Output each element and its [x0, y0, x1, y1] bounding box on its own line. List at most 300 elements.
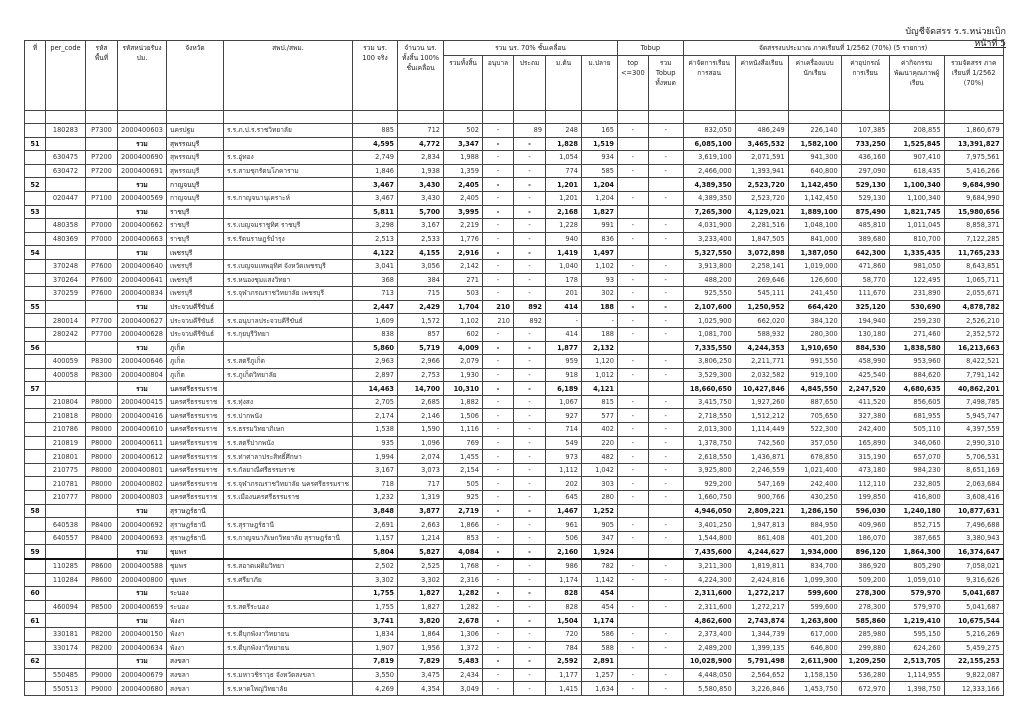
value-cell: - [648, 436, 683, 450]
value-cell: 2,897 [353, 368, 398, 382]
school-row [25, 463, 1004, 477]
value-cell: - [483, 395, 514, 409]
row-number [25, 668, 46, 682]
value-cell: - [483, 151, 514, 165]
value-cell: 1,114,955 [889, 668, 944, 682]
unit-code: 2000400690 [118, 151, 167, 165]
value-cell: 1,054 [546, 151, 582, 165]
value-cell: 4,680,635 [889, 382, 944, 396]
unit-code: 2000400150 [118, 627, 167, 641]
school-name [223, 587, 352, 601]
value-cell [648, 246, 683, 260]
value-cell: - [618, 559, 649, 573]
value-cell: 5,700 [398, 205, 444, 219]
value-cell: 896,120 [841, 545, 889, 559]
school-name: ร.ร.สตรีภูเก็ต [223, 355, 352, 369]
value-cell: 1,827 [582, 205, 618, 219]
value-cell: 1,436,871 [735, 450, 788, 464]
value-cell: 3,848 [353, 504, 398, 518]
value-cell: 856,605 [889, 395, 944, 409]
school-name: ร.ร.ศรียาภัย [223, 573, 352, 587]
value-cell: 536,280 [841, 668, 889, 682]
school-name: ร.ร.สามชุกรัตนโภคาราม [223, 164, 352, 178]
value-cell: - [514, 450, 546, 464]
value-cell: 2,424,816 [735, 573, 788, 587]
unit-code: รวม [118, 205, 167, 219]
province: ประจวบคีรีขันธ์ [166, 327, 223, 341]
value-cell: 303 [582, 477, 618, 491]
value-cell: 16,213,663 [944, 341, 1003, 355]
value-cell: 1,768 [444, 559, 483, 573]
value-cell: 718 [353, 477, 398, 491]
value-cell: 386,920 [841, 559, 889, 573]
unit-code: 2000400662 [118, 219, 167, 233]
school-row [25, 450, 1004, 464]
province-total-row [25, 614, 1004, 628]
value-cell: - [483, 559, 514, 573]
value-cell [618, 137, 649, 151]
value-cell: 7,435,600 [683, 545, 735, 559]
value-cell: 585 [582, 164, 618, 178]
per-code: 180283 [46, 124, 86, 138]
area-code: P8000 [86, 395, 118, 409]
value-cell: 1,634 [582, 682, 618, 696]
value-cell: - [648, 151, 683, 165]
value-cell: - [618, 491, 649, 505]
value-cell: 1,660,750 [683, 491, 735, 505]
row-number [25, 573, 46, 587]
value-cell [618, 246, 649, 260]
value-cell: 4,009 [444, 341, 483, 355]
value-cell: 1,250,952 [735, 300, 788, 314]
value-cell: 918 [546, 368, 582, 382]
per-code: 280014 [46, 314, 86, 328]
value-cell: 3,619,100 [683, 151, 735, 165]
value-cell: - [483, 600, 514, 614]
province: นครปฐม [166, 124, 223, 138]
value-cell: - [618, 668, 649, 682]
value-cell: 579,970 [889, 600, 944, 614]
value-cell: 1,252 [582, 504, 618, 518]
value-cell: 2,809,221 [735, 504, 788, 518]
col-province: จังหวัด [166, 41, 223, 111]
per-code: 400058 [46, 368, 86, 382]
area-code: P8400 [86, 518, 118, 532]
value-cell: 3,167 [398, 219, 444, 233]
value-cell: - [483, 614, 514, 628]
value-cell: 414 [546, 300, 582, 314]
school-name: ร.ร.ดีบุกพังงาวิทยายน [223, 641, 352, 655]
value-cell: 7,819 [353, 655, 398, 669]
school-name [223, 246, 352, 260]
area-code: P8600 [86, 573, 118, 587]
value-cell: 2,142 [444, 259, 483, 273]
value-cell: - [618, 423, 649, 437]
value-cell: - [514, 423, 546, 437]
value-cell [648, 137, 683, 151]
school-row [25, 423, 1004, 437]
value-cell: 454 [582, 587, 618, 601]
group-budget: จัดสรรงบประมาณ ภาคเรียนที่ 1/2562 (70%) (5 รายการ) [683, 41, 1003, 56]
value-cell: - [618, 463, 649, 477]
value-cell: 302 [582, 287, 618, 301]
value-cell: 875,490 [841, 205, 889, 219]
value-cell: 4,845,550 [788, 382, 841, 396]
value-cell: 547,169 [735, 477, 788, 491]
value-cell: 285,980 [841, 627, 889, 641]
value-cell: 5,811 [353, 205, 398, 219]
value-cell: 1,455 [444, 450, 483, 464]
value-cell: - [618, 164, 649, 178]
value-cell: 940 [546, 232, 582, 246]
school-name: ร.ร.ท่าศาลาประสิทธิ์ศึกษา [223, 450, 352, 464]
school-name [223, 614, 352, 628]
value-cell: 231,890 [889, 287, 944, 301]
school-name: ร.ร.กุยบุรีวิทยา [223, 327, 352, 341]
value-cell: 953,960 [889, 355, 944, 369]
value-cell: - [618, 518, 649, 532]
per-code [46, 205, 86, 219]
value-cell: 1,201 [546, 191, 582, 205]
value-cell: 1,704 [444, 300, 483, 314]
value-cell: 8,643,851 [944, 259, 1003, 273]
unit-code: 2000400610 [118, 423, 167, 437]
value-cell [648, 655, 683, 669]
value-cell: 315,190 [841, 450, 889, 464]
school-name: ร.ร.ทุ่งสง [223, 395, 352, 409]
value-cell: - [648, 477, 683, 491]
value-cell: 10,028,900 [683, 655, 735, 669]
value-cell: 6,189 [546, 382, 582, 396]
value-cell: - [514, 504, 546, 518]
area-code [86, 504, 118, 518]
row-number: 53 [25, 205, 46, 219]
value-cell: 5,945,747 [944, 409, 1003, 423]
per-code [46, 504, 86, 518]
value-cell: 7,122,285 [944, 232, 1003, 246]
value-cell: 5,041,687 [944, 587, 1003, 601]
value-cell: 2,063,684 [944, 477, 1003, 491]
value-cell: 122,495 [889, 273, 944, 287]
value-cell: - [618, 395, 649, 409]
table-header [25, 41, 1004, 111]
area-code [86, 178, 118, 192]
value-cell: 2,891 [582, 655, 618, 669]
school-name: ร.ร.สตรีปากพนัง [223, 436, 352, 450]
school-name: ร.ร.สุราษฎร์ธานี [223, 518, 352, 532]
value-cell: 2,990,310 [944, 436, 1003, 450]
per-code: 480358 [46, 219, 86, 233]
per-code [46, 545, 86, 559]
value-cell: 8,422,521 [944, 355, 1003, 369]
value-cell: 4,946,050 [683, 504, 735, 518]
value-cell: 2,405 [444, 178, 483, 192]
value-cell: 1,209,250 [841, 655, 889, 669]
province-total-row [25, 246, 1004, 260]
value-cell: 1,228 [546, 219, 582, 233]
value-cell: 1,827 [398, 600, 444, 614]
value-cell: - [483, 436, 514, 450]
value-cell: - [514, 587, 546, 601]
value-cell: 188 [582, 300, 618, 314]
unit-code: รวม [118, 382, 167, 396]
value-cell: 248 [546, 124, 582, 138]
per-code: 630472 [46, 164, 86, 178]
value-cell: - [648, 573, 683, 587]
value-cell: - [483, 124, 514, 138]
value-cell: 1,174 [582, 614, 618, 628]
row-number: 58 [25, 504, 46, 518]
value-cell: 2,281,516 [735, 219, 788, 233]
value-cell: 2,749 [353, 151, 398, 165]
value-cell: 2,168 [546, 205, 582, 219]
col-total-100: รวม นร. 100 จริง [353, 41, 398, 111]
school-row [25, 477, 1004, 491]
province: สงขลา [166, 682, 223, 696]
value-cell: 3,465,532 [735, 137, 788, 151]
area-code [86, 246, 118, 260]
value-cell: 278,300 [841, 600, 889, 614]
school-row [25, 627, 1004, 641]
value-cell: 2,373,400 [683, 627, 735, 641]
page-number: หน้าที่ 5 [974, 39, 1006, 49]
row-number [25, 164, 46, 178]
value-cell: 299,880 [841, 641, 889, 655]
value-cell: 4,224,300 [683, 573, 735, 587]
value-cell: 194,940 [841, 314, 889, 328]
value-cell: - [514, 463, 546, 477]
province: สุพรรณบุรี [166, 137, 223, 151]
value-cell: 645 [546, 491, 582, 505]
value-cell: - [648, 314, 683, 328]
unit-code: 2000400680 [118, 682, 167, 696]
value-cell: 112,110 [841, 477, 889, 491]
province-total-row [25, 382, 1004, 396]
col-total-all: รวมทั้งสิ้น [444, 56, 483, 111]
value-cell: 1,042 [582, 463, 618, 477]
value-cell: 199,850 [841, 491, 889, 505]
value-cell: 7,791,142 [944, 368, 1003, 382]
value-cell: 9,822,087 [944, 668, 1003, 682]
value-cell: 2,678 [444, 614, 483, 628]
school-row [25, 573, 1004, 587]
province: สุพรรณบุรี [166, 151, 223, 165]
unit-code: 2000400627 [118, 314, 167, 328]
value-cell: - [514, 477, 546, 491]
value-cell: 769 [444, 436, 483, 450]
unit-code: 2000400611 [118, 436, 167, 450]
school-name [223, 545, 352, 559]
unit-code: รวม [118, 178, 167, 192]
value-cell: 2,966 [398, 355, 444, 369]
per-code: 210801 [46, 450, 86, 464]
value-cell: 458,990 [841, 355, 889, 369]
value-cell: 832,050 [683, 124, 735, 138]
value-cell: - [514, 151, 546, 165]
area-code: P8000 [86, 463, 118, 477]
value-cell: 5,860 [353, 341, 398, 355]
value-cell: 1,776 [444, 232, 483, 246]
value-cell: 3,430 [398, 178, 444, 192]
row-number [25, 355, 46, 369]
value-cell: 5,719 [398, 341, 444, 355]
school-row [25, 124, 1004, 138]
value-cell: 1,048,100 [788, 219, 841, 233]
value-cell: 208,855 [889, 124, 944, 138]
value-cell: 1,907 [353, 641, 398, 655]
value-cell: - [618, 682, 649, 696]
col-unit-code: รหัสหน่วยรับงปม. [118, 41, 167, 111]
value-cell: 861,408 [735, 531, 788, 545]
row-number: 59 [25, 545, 46, 559]
value-cell: - [648, 559, 683, 573]
province-total-row [25, 300, 1004, 314]
value-cell: - [514, 436, 546, 450]
value-cell: 3,302 [398, 573, 444, 587]
province: สุพรรณบุรี [166, 164, 223, 178]
value-cell: 1,025,900 [683, 314, 735, 328]
value-cell: 4,448,050 [683, 668, 735, 682]
value-cell: - [483, 463, 514, 477]
value-cell: - [618, 300, 649, 314]
value-cell: 884,620 [889, 368, 944, 382]
school-row [25, 259, 1004, 273]
value-cell: 2,160 [546, 545, 582, 559]
value-cell: 1,286,150 [788, 504, 841, 518]
unit-code: 2000400641 [118, 273, 167, 287]
area-code [86, 655, 118, 669]
value-cell: 4,031,900 [683, 219, 735, 233]
unit-code: รวม [118, 300, 167, 314]
value-cell: - [514, 327, 546, 341]
school-name: ร.ร.ปากพนัง [223, 409, 352, 423]
value-cell: 2,611,900 [788, 655, 841, 669]
value-cell: - [618, 219, 649, 233]
province: พังงา [166, 627, 223, 641]
value-cell: 1,142,450 [788, 178, 841, 192]
value-cell: 2,146 [398, 409, 444, 423]
value-cell: 1,174 [546, 573, 582, 587]
value-cell: 624,260 [889, 641, 944, 655]
school-row [25, 164, 1004, 178]
value-cell: - [483, 491, 514, 505]
value-cell: 186,070 [841, 531, 889, 545]
unit-code: 2000400603 [118, 124, 167, 138]
value-cell: 2,719 [444, 504, 483, 518]
value-cell: 5,706,531 [944, 450, 1003, 464]
value-cell: 717 [398, 477, 444, 491]
value-cell: 2,502 [353, 559, 398, 573]
col-tuition: ค่าจัดการเรียนการสอน [683, 56, 735, 111]
province: เพชรบุรี [166, 287, 223, 301]
value-cell: 4,354 [398, 682, 444, 696]
value-cell: 2,533 [398, 232, 444, 246]
unit-code: 2000400679 [118, 668, 167, 682]
area-code: P8000 [86, 491, 118, 505]
value-cell: 2,079 [444, 355, 483, 369]
value-cell: 210 [483, 314, 514, 328]
value-cell: - [483, 641, 514, 655]
area-code: P7600 [86, 259, 118, 273]
value-cell: 1,590 [398, 423, 444, 437]
value-cell: - [618, 327, 649, 341]
value-cell: 1,378,750 [683, 436, 735, 450]
value-cell: 5,216,269 [944, 627, 1003, 641]
value-cell: - [483, 450, 514, 464]
per-code: 210775 [46, 463, 86, 477]
value-cell: 346,060 [889, 436, 944, 450]
value-cell: - [514, 341, 546, 355]
value-cell: 384 [398, 273, 444, 287]
value-cell: 2,513,705 [889, 655, 944, 669]
value-cell: 1,828 [546, 137, 582, 151]
unit-code: 2000400628 [118, 327, 167, 341]
value-cell: 782 [582, 559, 618, 573]
value-cell: - [648, 368, 683, 382]
per-code: 210804 [46, 395, 86, 409]
school-row [25, 518, 1004, 532]
value-cell: 549 [546, 436, 582, 450]
school-name [223, 178, 352, 192]
col-textbooks: ค่าหนังสือเรียน [735, 56, 788, 111]
value-cell: - [514, 232, 546, 246]
value-cell: 599,600 [788, 600, 841, 614]
value-cell: 2,753 [398, 368, 444, 382]
value-cell: - [514, 355, 546, 369]
per-code [46, 300, 86, 314]
value-cell: 1,219,410 [889, 614, 944, 628]
value-cell [618, 178, 649, 192]
row-number: 62 [25, 655, 46, 669]
value-cell: 3,820 [398, 614, 444, 628]
value-cell: 1,938 [398, 164, 444, 178]
school-name: ร.ร.กาญจนานุเคราะห์ [223, 191, 352, 205]
province: ภูเก็ต [166, 341, 223, 355]
col-total-alloc: รวมจัดสรร ภาคเรียนที่ 1/2562 (70%) [944, 56, 1003, 111]
value-cell: 2,311,600 [683, 600, 735, 614]
value-cell: 836 [582, 232, 618, 246]
value-cell: 733,250 [841, 137, 889, 151]
value-cell: 1,019,000 [788, 259, 841, 273]
value-cell: 107,385 [841, 124, 889, 138]
value-cell: - [514, 641, 546, 655]
area-code: P8000 [86, 436, 118, 450]
value-cell: 3,877 [398, 504, 444, 518]
school-name: ร.ร.สอาดเผดิมวิทยา [223, 559, 352, 573]
value-cell: 678,850 [788, 450, 841, 464]
value-cell: 5,804 [353, 545, 398, 559]
value-cell: 1,142,450 [788, 191, 841, 205]
row-number [25, 423, 46, 437]
area-code [86, 382, 118, 396]
value-cell: 1,120 [582, 355, 618, 369]
value-cell: 409,960 [841, 518, 889, 532]
value-cell: 774 [546, 164, 582, 178]
value-cell: - [514, 368, 546, 382]
area-code: P7700 [86, 314, 118, 328]
value-cell: 2,154 [444, 463, 483, 477]
value-cell [648, 614, 683, 628]
value-cell: 1,882 [444, 395, 483, 409]
value-cell: - [514, 395, 546, 409]
value-cell: 1,335,435 [889, 246, 944, 260]
area-code: P8000 [86, 477, 118, 491]
row-number [25, 259, 46, 273]
value-cell: 2,718,550 [683, 409, 735, 423]
row-number [25, 219, 46, 233]
col-school: สพป./สพม. [223, 41, 352, 111]
value-cell: 430,250 [788, 491, 841, 505]
